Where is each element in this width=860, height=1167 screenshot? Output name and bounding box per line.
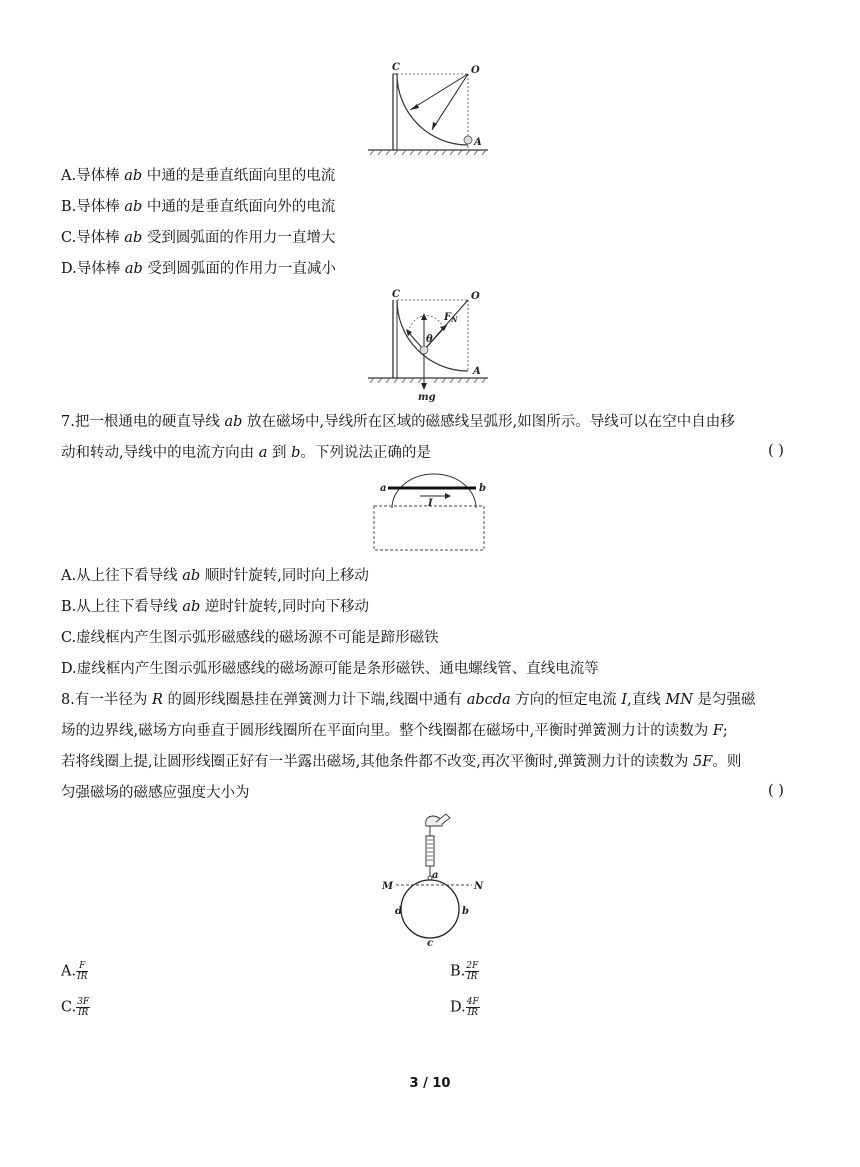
- q8-stem-line4: 匀强磁场的磁感应强度大小为: [61, 785, 250, 801]
- q7-answer-blank: ( ): [768, 443, 784, 459]
- q8-option-a: A. $\frac{F}{IR}$: [61, 961, 88, 982]
- q7-option-c: C.虚线框内产生图示弧形磁感线的磁场源不可能是蹄形磁铁: [61, 630, 439, 646]
- label-N: N: [474, 881, 484, 892]
- figure-arc-surface-1: [360, 58, 510, 158]
- label-a: a: [380, 483, 387, 494]
- label-C: C: [392, 62, 400, 73]
- figure-coil-spring-scale: [376, 812, 496, 948]
- label-c: c: [427, 938, 434, 949]
- label-b: b: [479, 483, 486, 494]
- q8-stem-line2: 场的边界线,磁场方向垂直于圆形线圈所在平面向里。整个线圈都在磁场中,平衡时弹簧测力计的读数为 F;: [61, 723, 728, 739]
- fraction: $\frac{F}{IR}$: [77, 961, 88, 982]
- label-d: d: [395, 906, 402, 917]
- label-A: A: [473, 366, 481, 377]
- q7-option-d: D.虚线框内产生图示弧形磁感线的磁场源可能是条形磁铁、通电螺线管、直线电流等: [61, 661, 599, 677]
- q8-stem-line3: 若将线圈上提,让圆形线圈正好有一半露出磁场,其他条件都不改变,再次平衡时,弹簧测力计的读数为 5F。则: [61, 754, 742, 770]
- label-M: M: [382, 881, 394, 892]
- label-C: C: [392, 289, 400, 300]
- label-O: O: [471, 291, 480, 302]
- page-number: 3 / 10: [409, 1076, 451, 1091]
- q6-option-c: C.导体棒 ab 受到圆弧面的作用力一直增大: [61, 230, 336, 246]
- label-mg: mg: [418, 392, 436, 403]
- arc-surface-diagram: [360, 58, 510, 158]
- q7-option-b: B.从上往下看导线 ab 逆时针旋转,同时向下移动: [61, 599, 370, 615]
- label-a: a: [432, 870, 439, 881]
- coil-diagram: [376, 812, 496, 948]
- fraction: $\frac{2F}{IR}$: [466, 961, 479, 982]
- q6-option-b: B.导体棒 ab 中通的是垂直纸面向外的电流: [61, 199, 336, 215]
- fraction: $\frac{4F}{IR}$: [466, 997, 479, 1018]
- q7-stem-line1: 7.把一根通电的硬直导线 ab 放在磁场中,导线所在区域的磁感线呈弧形,如图所示。导线可以在空中自由移: [61, 414, 735, 430]
- q8-option-c: C. $\frac{3F}{IR}$: [61, 997, 90, 1018]
- q6-option-d: D.导体棒 ab 受到圆弧面的作用力一直减小: [61, 261, 336, 277]
- q8-answer-blank: ( ): [768, 783, 784, 799]
- label-b: b: [462, 906, 469, 917]
- label-I: I: [428, 498, 433, 509]
- force-diagram: [360, 286, 510, 401]
- q8-option-b: B. $\frac{2F}{IR}$: [450, 961, 479, 982]
- q8-stem-line1: 8.有一半径为 R 的圆形线圈悬挂在弹簧测力计下端,线圈中通有 abcda 方向的恒定电流 I,直线 MN 是匀强磁: [61, 692, 756, 708]
- q6-option-a: A.导体棒 ab 中通的是垂直纸面向里的电流: [61, 168, 336, 184]
- label-A: A: [474, 137, 482, 148]
- arc-field-diagram: [368, 474, 493, 556]
- figure-arc-field-lines: [368, 474, 493, 556]
- label-theta: θ: [426, 334, 433, 345]
- label-O: O: [471, 65, 480, 76]
- label-FN: $F_N$: [444, 312, 458, 324]
- q8-option-d: D. $\frac{4F}{IR}$: [450, 997, 479, 1018]
- q7-stem-line2: 动和转动,导线中的电流方向由 a 到 b。下列说法正确的是: [61, 445, 431, 461]
- figure-force-analysis: [360, 286, 510, 401]
- fraction: $\frac{3F}{IR}$: [77, 997, 90, 1018]
- q7-option-a: A.从上往下看导线 ab 顺时针旋转,同时向上移动: [61, 568, 369, 584]
